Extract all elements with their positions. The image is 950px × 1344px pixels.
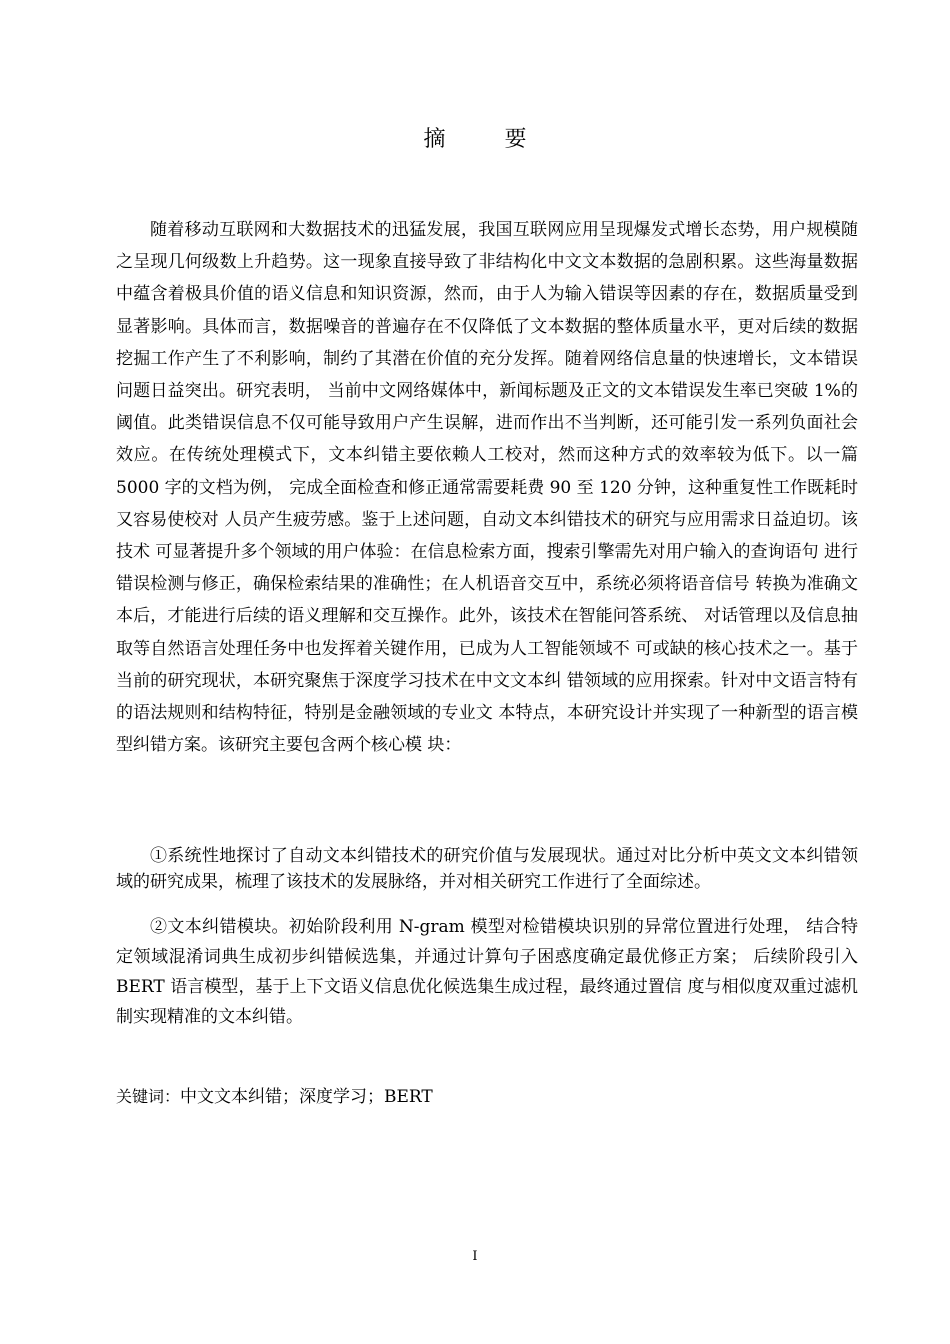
abstract-main-paragraph: 随着移动互联网和大数据技术的迅猛发展，我国互联网应用呈现爆发式增长态势，用户规模随之呈现几何级数上升趋势。这一现象直接导致了非结构化中文文本数据的急剧积累。这些海量数据中蕴含着极具价值的语义信息和知识资源，然而，由于人为输入错误等因素的存在，数据质量受到显著影响。具体而言，数据噪音的普遍存在不仅降低了文本数据的整体质量水平，更对后续的数据挖掘工作产生了不利影响，制约了其潜在价值的充分发挥。随着网络信息量的快速增长，文本错误问题日益突出。研究表明， 当前中文网络媒体中，新闻标题及正文的文本错误发生率已突破 1%的阈值。此类错误信息不仅可能导致用户产生误解，进而作出不当判断，还可能引发一系列负面社会效应。在传统处理模式下，文本纠错主要依赖人工校对，然而这种方式的效率较为低下。以一篇 5000 字的文档为例， 完成全面检查和修正通常需要耗费 90 至 120 分钟，这种重复性工作既耗时又容易使校对 人员产生疲劳感。鉴于上述问题，自动文本纠错技术的研究与应用需求日益迫切。该技术 可显著提升多个领域的用户体验：在信息检索方面，搜索引擎需先对用户输入的查询语句 进行错误检测与修正，确保检索结果的准确性；在人机语音交互中，系统必须将语音信号 转换为准确文本后，才能进行后续的语义理解和交互操作。此外，该技术在智能问答系统、 对话管理以及信息抽取等自然语言处理任务中也发挥着关键作用，已成为人工智能领域不 可或缺的核心技术之一。基于当前的研究现状，本研究聚焦于深度学习技术在中文文本纠 错领域的应用探索。针对中文语言特有的语法规则和结构特征，特别是金融领域的专业文 本特点，本研究设计并实现了一种新型的语言模型纠错方案。该研究主要包含两个核心模 块：: [116, 220, 858, 756]
keywords-line: [116, 1082, 433, 1107]
keywords-label: 关键词：: [116, 1087, 181, 1106]
abstract-title: 摘 要: [423, 127, 553, 152]
abstract-item-2: ②文本纠错模块。初始阶段利用 N-gram 模型对检错模块识别的异常位置进行处理， 结合特定领域混淆词典生成初步纠错候选集，并通过计算句子困惑度确定最优修正方案； 后续阶段引入 BERT 语言模型，基于上下文语义信息优化候选集生成过程，最终通过置信 度与相似度双重过滤机制实现精准的文本纠错。: [116, 917, 858, 1027]
page-number: I: [472, 1249, 478, 1264]
abstract-item-1: ①系统性地探讨了自动文本纠错技术的研究价值与发展现状。通过对比分析中英文文本纠错领域的研究成果，梳理了该技术的发展脉络，并对相关研究工作进行了全面综述。: [116, 846, 858, 892]
keywords-value: 中文文本纠错；深度学习；BERT: [180, 1087, 433, 1107]
